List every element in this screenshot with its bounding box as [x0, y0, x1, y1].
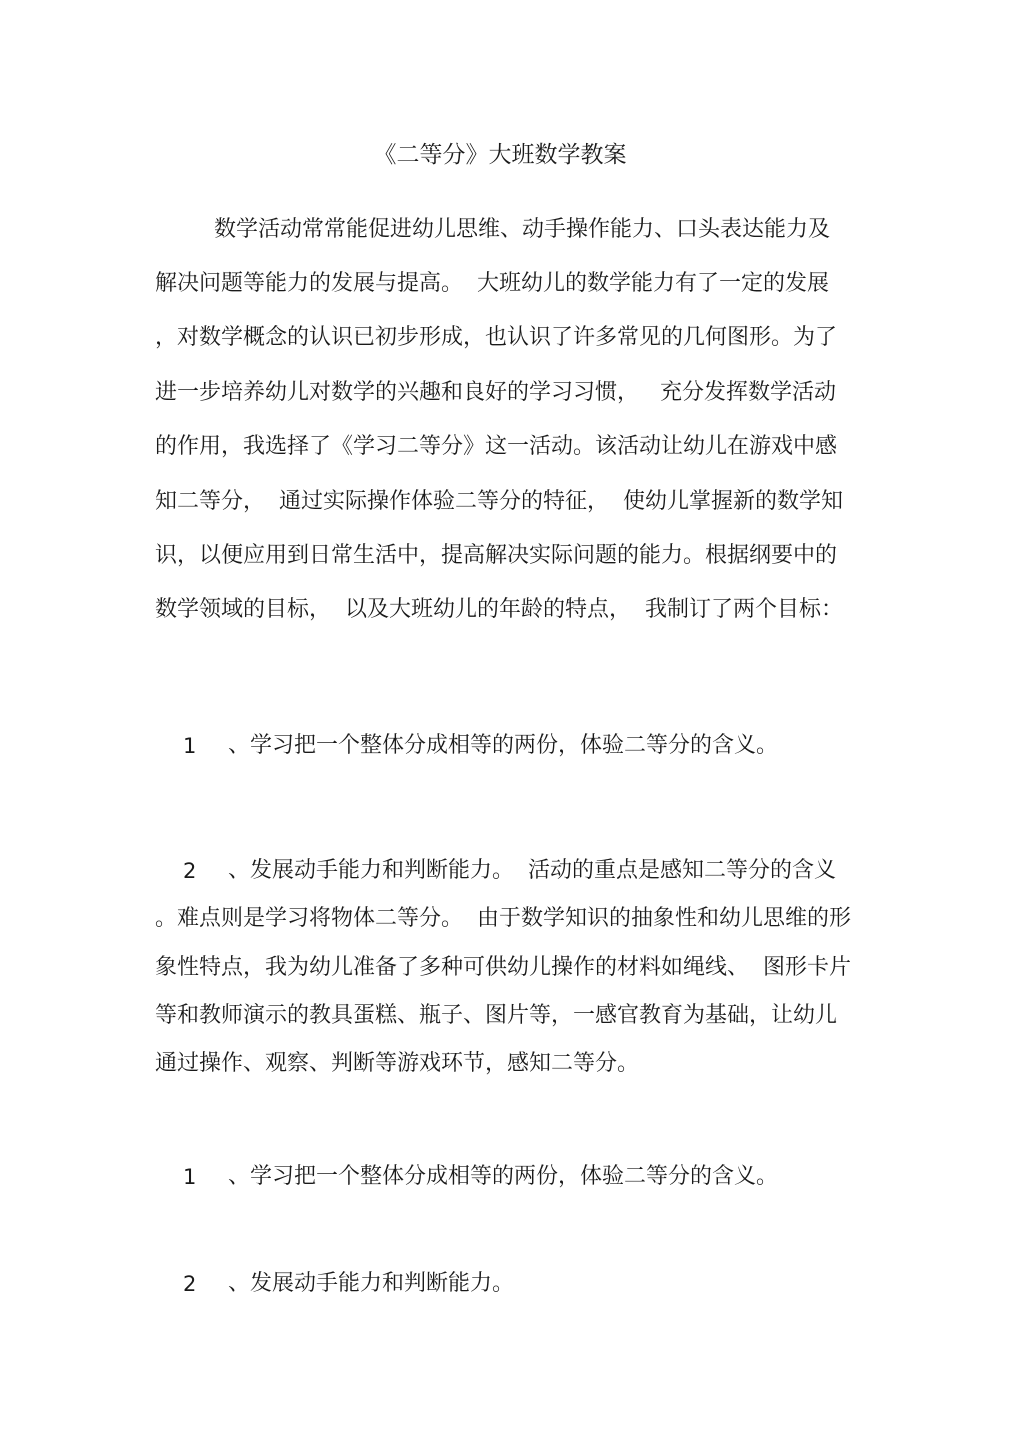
goal-number: 2 — [183, 859, 197, 883]
document-title: 《二等分》大班数学教案 — [373, 142, 627, 168]
goal2-continuation-line: 通过操作、观察、判断等游戏环节，感知二等分。 — [155, 1051, 640, 1076]
goal-number: 2 — [183, 1272, 197, 1296]
goal-text: 、学习把一个整体分成相等的两份，体验二等分的含义。 — [228, 1164, 779, 1189]
intro-line: ，对数学概念的认识已初步形成，也认识了许多常见的几何图形。为了 — [155, 325, 838, 350]
goal-text: 、发展动手能力和判断能力。 — [228, 1271, 515, 1296]
intro-line: 的作用，我选择了《学习二等分》这一活动。该活动让幼儿在游戏中感 — [155, 434, 838, 459]
goal2-continuation-line: 象性特点，我为幼儿准备了多种可供幼儿操作的材料如绳线、 图形卡片 — [155, 955, 851, 980]
goal-number: 1 — [183, 1165, 197, 1189]
intro-line: 知二等分， 通过实际操作体验二等分的特征， 使幼儿掌握新的数学知 — [155, 489, 843, 514]
goal2-continuation-line: 等和教师演示的教具蛋糕、瓶子、图片等，一感官教育为基础，让幼儿 — [155, 1003, 838, 1028]
intro-line: 识，以便应用到日常生活中，提高解决实际问题的能力。根据纲要中的 — [155, 543, 838, 568]
intro-line: 数学领域的目标， 以及大班幼儿的年龄的特点， 我制订了两个目标： — [155, 597, 843, 622]
intro-line: 解决问题等能力的发展与提高。 大班幼儿的数学能力有了一定的发展 — [155, 271, 829, 296]
goal-text: 、学习把一个整体分成相等的两份，体验二等分的含义。 — [228, 733, 779, 758]
intro-line: 进一步培养幼儿对数学的兴趣和良好的学习习惯， 充分发挥数学活动 — [155, 380, 836, 405]
goal-number: 1 — [183, 734, 197, 758]
goal2-continuation-line: 。难点则是学习将物体二等分。 由于数学知识的抽象性和幼儿思维的形 — [155, 906, 851, 931]
intro-line: 数学活动常常能促进幼儿思维、动手操作能力、口头表达能力及 — [214, 217, 831, 242]
goal-text: 、发展动手能力和判断能力。 活动的重点是感知二等分的含义 — [228, 858, 836, 883]
